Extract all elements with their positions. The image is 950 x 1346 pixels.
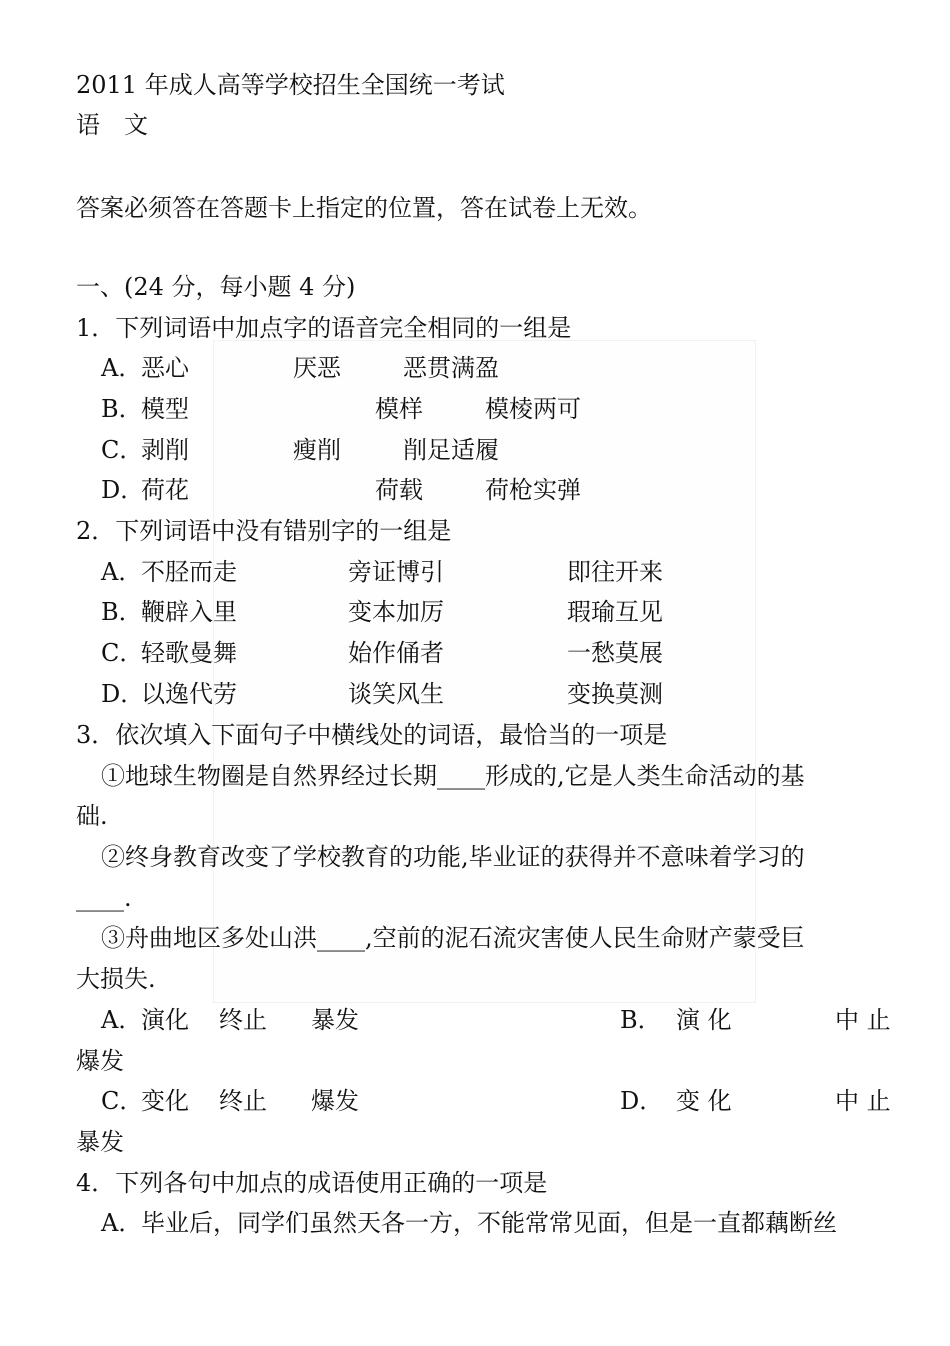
q2-option-a-label: A． <box>101 558 143 586</box>
q3-sentence-2-line-1: ②终身教育改变了学校教育的功能,毕业证的获得并不意味着学习的 <box>101 843 805 871</box>
q1-option-c-word-2: 瘦削 <box>293 436 341 464</box>
q2-option-a-word-3: 即往开来 <box>567 558 663 586</box>
q3-option-b-word-1: 演 化 <box>676 1006 732 1034</box>
q2-option-b-word-3: 瑕瑜互见 <box>567 598 663 626</box>
q2-option-c-label: C． <box>101 639 144 667</box>
q3-option-c-word-1: 变化 <box>141 1087 189 1115</box>
exam-title: 2011 年成人高等学校招生全国统一考试 <box>76 71 505 99</box>
q1-option-b-word-1: 模型 <box>141 395 189 423</box>
q3-option-b-label: B． <box>620 1006 662 1034</box>
question-3-stem: 3．依次填入下面句子中横线处的词语，最恰当的一项是 <box>76 721 668 749</box>
q2-option-c-word-1: 轻歌曼舞 <box>141 639 237 667</box>
q3-sentence-1-line-1: ①地球生物圈是自然界经过长期____形成的,它是人类生命活动的基 <box>101 762 805 790</box>
question-1-stem: 1．下列词语中加点字的语音完全相同的一组是 <box>76 314 572 342</box>
q3-sentence-3-line-2: 大损失. <box>76 965 156 993</box>
q2-option-b-label: B． <box>101 598 143 626</box>
q2-option-c-word-2: 始作俑者 <box>348 639 444 667</box>
q1-option-c-word-3: 削足适履 <box>403 436 499 464</box>
question-2-stem: 2．下列词语中没有错别字的一组是 <box>76 517 452 545</box>
q1-option-d-label: D． <box>101 476 145 504</box>
q2-option-d-word-2: 谈笑风生 <box>348 680 444 708</box>
q3-option-a-word-3: 暴发 <box>311 1006 359 1034</box>
q3-option-c-label: C． <box>101 1087 144 1115</box>
q1-option-a-label: A． <box>101 354 143 382</box>
q2-option-d-word-3: 变换莫测 <box>567 680 663 708</box>
q1-option-b-label: B． <box>101 395 143 423</box>
q2-option-b-word-1: 鞭辟入里 <box>141 598 237 626</box>
q1-option-b-word-2: 模样 <box>375 395 423 423</box>
q1-option-c-label: C． <box>101 436 144 464</box>
q4-option-a-text: 毕业后，同学们虽然天各一方，不能常常见面，但是一直都藕断丝 <box>141 1209 837 1237</box>
q2-option-b-word-2: 变本加厉 <box>348 598 444 626</box>
q3-option-b-word-2: 中 止 <box>835 1006 891 1034</box>
q1-option-b-word-3: 模棱两可 <box>485 395 581 423</box>
q3-option-c-word-2: 终止 <box>219 1087 267 1115</box>
q2-option-d-word-1: 以逸代劳 <box>141 680 237 708</box>
q2-option-c-word-3: 一愁莫展 <box>567 639 663 667</box>
q1-option-d-word-1: 荷花 <box>141 476 189 504</box>
q3-option-a-label: A． <box>101 1006 143 1034</box>
q3-option-a-word-1: 演化 <box>141 1006 189 1034</box>
q1-option-d-word-3: 荷枪实弹 <box>485 476 581 504</box>
exam-notice: 答案必须答在答题卡上指定的位置，答在试卷上无效。 <box>76 194 652 222</box>
q2-option-a-word-1: 不胫而走 <box>141 558 237 586</box>
q4-option-a-label: A． <box>101 1209 143 1237</box>
q1-option-d-word-2: 荷载 <box>375 476 423 504</box>
q2-option-d-label: D． <box>101 680 145 708</box>
q1-option-a-word-1: 恶心 <box>141 354 189 382</box>
q2-option-a-word-2: 旁证博引 <box>348 558 444 586</box>
q3-option-d-word-2: 中 止 <box>835 1087 891 1115</box>
q3-sentence-2-line-2: ____. <box>76 884 132 912</box>
q3-option-c-word-3: 爆发 <box>311 1087 359 1115</box>
exam-subject: 语 文 <box>76 111 148 139</box>
q3-option-a-word-2: 终止 <box>219 1006 267 1034</box>
q3-sentence-1-line-2: 础. <box>76 802 108 830</box>
q1-option-c-word-1: 剥削 <box>141 436 189 464</box>
q3-sentence-3-line-1: ③舟曲地区多处山洪____,空前的泥石流灾害使人民生命财产蒙受巨 <box>101 924 805 952</box>
q1-option-a-word-2: 厌恶 <box>293 354 341 382</box>
q3-option-b-word-3: 爆发 <box>76 1047 124 1075</box>
question-4-stem: 4．下列各句中加点的成语使用正确的一项是 <box>76 1169 548 1197</box>
q3-option-d-label: D． <box>620 1087 664 1115</box>
q3-option-d-word-1: 变 化 <box>676 1087 732 1115</box>
section-heading: 一、(24 分，每小题 4 分) <box>76 273 356 301</box>
q3-option-d-word-3: 暴发 <box>76 1128 124 1156</box>
q1-option-a-word-3: 恶贯满盈 <box>403 354 499 382</box>
